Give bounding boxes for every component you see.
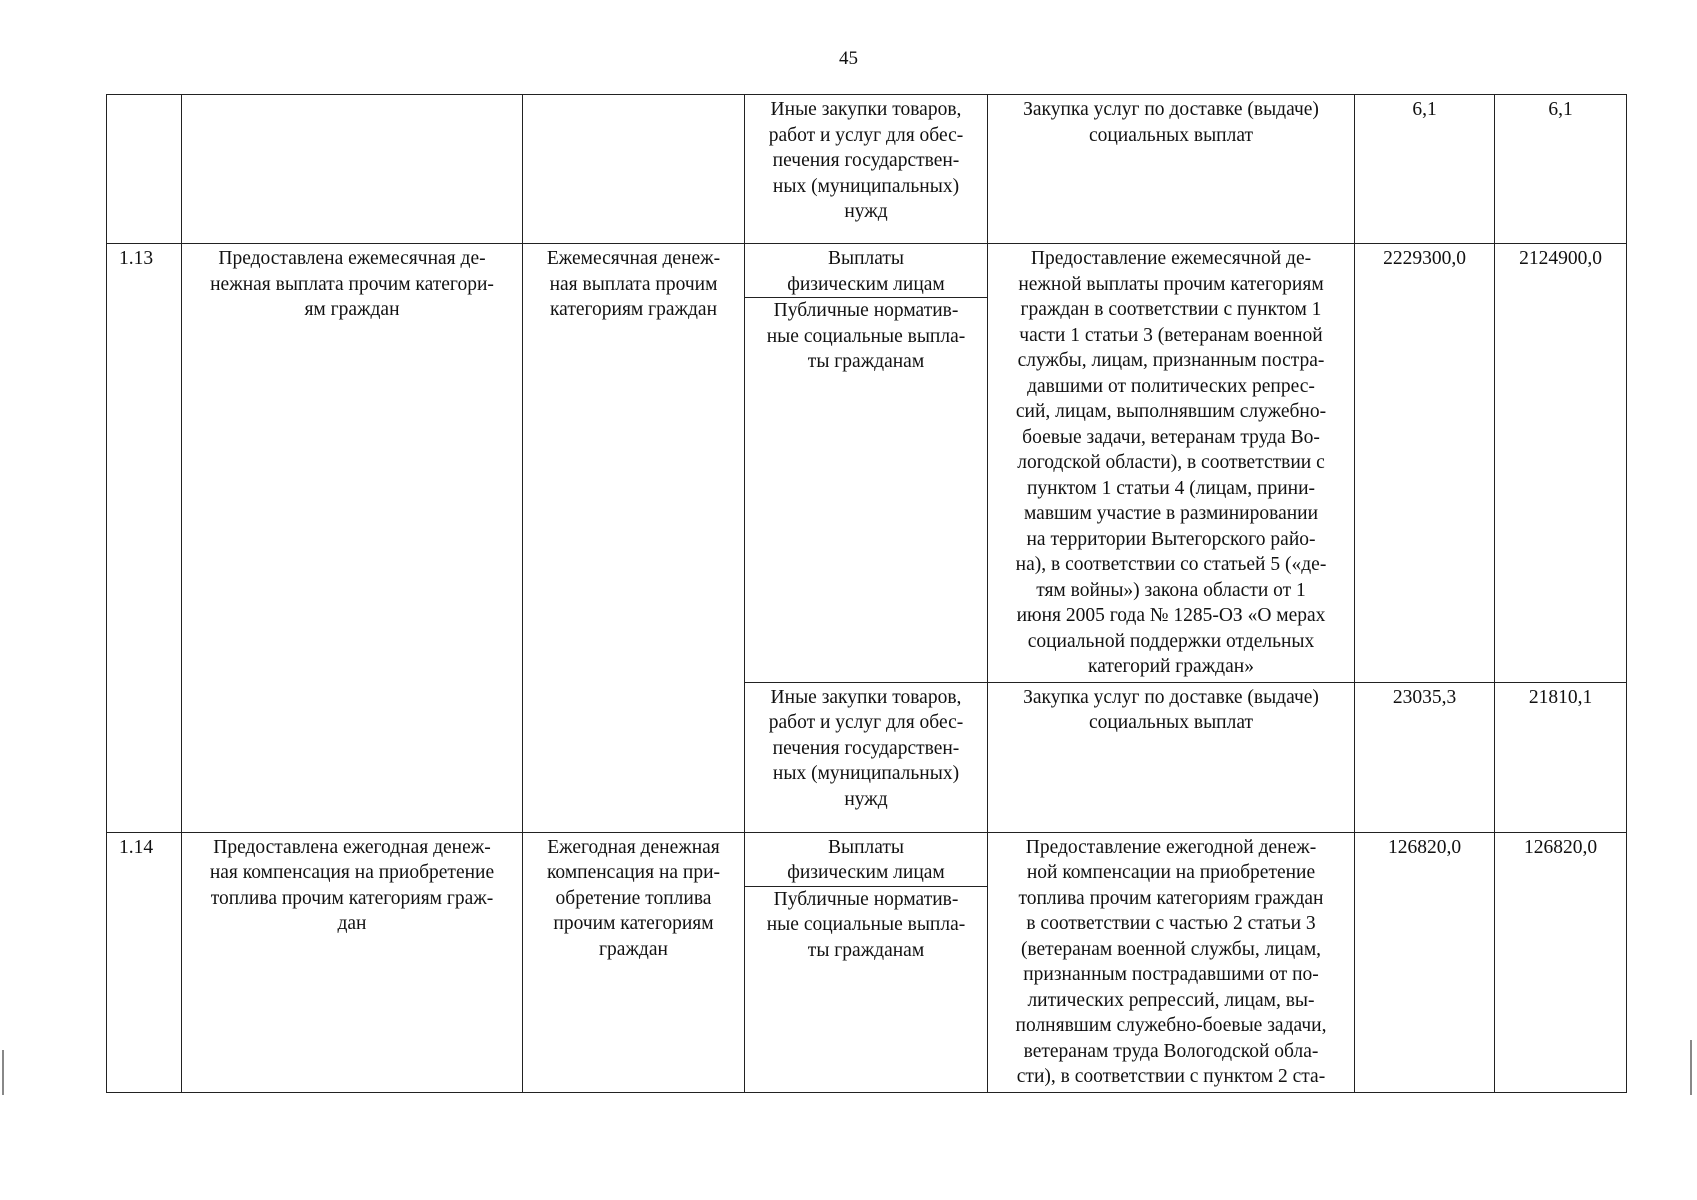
page-number: 45: [839, 48, 858, 69]
text-line: социальных выплат: [1088, 124, 1254, 146]
text-line: на территории Вытегорского райо-: [1026, 528, 1316, 550]
text-line: работ и услуг для обес-: [768, 712, 964, 733]
table-row: [107, 832, 1627, 1092]
text-line: социальной поддержки отдельных: [1027, 630, 1315, 652]
text-line: физическим лицам: [787, 862, 945, 883]
value-cell-1: 2229300,0: [1355, 244, 1495, 683]
text-line: ты гражданам: [807, 351, 925, 372]
text-line: Ежемесячная денеж-: [546, 248, 721, 269]
text-line: нежная выплата прочим категори-: [210, 273, 494, 295]
text-line: нужд: [844, 201, 888, 222]
expense-subgroup: [751, 887, 981, 964]
text-line: Закупка услуг по доставке (выдаче): [1023, 686, 1319, 708]
event-cell: [523, 95, 745, 244]
text-line: на), в соответствии со статьей 5 («де-: [1015, 554, 1327, 575]
expense-type-cell: [745, 832, 988, 1092]
purpose-cell: [988, 95, 1355, 244]
purpose-cell: [988, 832, 1355, 1092]
text-line: социальных выплат: [1088, 712, 1254, 733]
value-cell-2: 21810,1: [1495, 682, 1627, 832]
text-line: литических репрессий, лицам, вы-: [1027, 989, 1315, 1011]
text-line: прочим категориям: [553, 913, 714, 934]
value-cell-1: 6,1: [1355, 95, 1495, 244]
text-line: части 1 статьи 3 (ветеранам военной: [1019, 324, 1323, 346]
text-line: июня 2005 года № 1285-ОЗ «О мерах: [1016, 605, 1326, 626]
text-line: физическим лицам: [787, 273, 945, 295]
text-line: компенсация на при-: [546, 862, 721, 883]
expense-group: [745, 246, 987, 298]
text-line: логодской области), в соответствии с: [1017, 452, 1325, 473]
text-line: Публичные норматив-: [773, 300, 959, 321]
text-line: Иные закупки товаров,: [770, 99, 962, 120]
result-cell: [182, 244, 523, 833]
table-row: [107, 95, 1627, 244]
budget-table: [106, 94, 1627, 1093]
scan-edge-mark-left: [2, 1050, 4, 1095]
text-line: ты гражданам: [807, 939, 925, 961]
row-number-cell: 1.13: [107, 244, 182, 833]
text-line: ная компенсация на приобретение: [209, 862, 495, 883]
text-line: нужд: [844, 788, 888, 810]
text-line: ветеранам труда Вологодской обла-: [1023, 1040, 1319, 1062]
expense-group: [745, 835, 987, 887]
text-line: сти), в соответствии с пунктом 2 ста-: [1016, 1066, 1326, 1087]
text-line: Предоставлена ежегодная денеж-: [213, 836, 491, 858]
text-line: печения государствен-: [772, 150, 960, 171]
text-line: Предоставление ежемесячной де-: [1030, 248, 1312, 269]
expense-subgroup: [751, 298, 981, 375]
text-line: (ветеранам военной службы, лицам,: [1020, 938, 1322, 960]
text-line: мавшим участие в разминировании: [1023, 503, 1319, 524]
text-line: ных (муниципальных): [772, 763, 960, 784]
expense-type-cell: [745, 244, 988, 683]
text-line: признанным пострадавшими от по-: [1023, 964, 1319, 985]
text-line: дан: [337, 913, 367, 934]
text-line: ной компенсации на приобретение: [1026, 862, 1316, 883]
text-line: работ и услуг для обес-: [768, 124, 964, 146]
text-line: службы, лицам, признанным постра-: [1017, 350, 1325, 371]
value-cell-1: 23035,3: [1355, 682, 1495, 832]
text-line: граждан в соответствии с пунктом 1: [1020, 299, 1322, 320]
text-line: Предоставлена ежемесячная де-: [218, 248, 486, 269]
scan-edge-mark-right: [1690, 1040, 1692, 1095]
text-line: в соответствии с частью 2 статьи 3: [1026, 913, 1316, 934]
row-number-cell: [107, 95, 182, 244]
text-line: Выплаты: [827, 248, 905, 269]
text-line: нежной выплаты прочим категориям: [1018, 273, 1324, 295]
text-line: сий, лицам, выполнявшим служебно-: [1015, 401, 1327, 422]
text-line: печения государствен-: [772, 737, 960, 759]
text-line: тям войны») закона области от 1: [1036, 579, 1306, 601]
text-line: Предоставление ежегодной денеж-: [1025, 836, 1317, 858]
text-line: топлива прочим категориям граж-: [210, 887, 494, 909]
text-line: Публичные норматив-: [773, 888, 959, 910]
text-line: Ежегодная денежная: [547, 836, 720, 858]
row-number-cell: 1.14: [107, 832, 182, 1092]
text-line: полнявшим служебно-боевые задачи,: [1015, 1015, 1327, 1036]
text-line: ная выплата прочим: [549, 273, 718, 295]
text-line: ные социальные выпла-: [766, 325, 966, 347]
purpose-cell: [988, 244, 1355, 683]
text-line: ных (муниципальных): [772, 175, 960, 197]
value-cell-1: 126820,0: [1355, 832, 1495, 1092]
value-cell-2: 126820,0: [1495, 832, 1627, 1092]
result-cell: [182, 95, 523, 244]
text-line: категориям граждан: [549, 299, 718, 320]
text-line: обретение топлива: [555, 887, 712, 909]
event-cell: [523, 244, 745, 833]
text-line: граждан: [599, 938, 668, 960]
text-line: топлива прочим категориям граждан: [1018, 887, 1324, 909]
text-line: боевые задачи, ветеранам труда Во-: [1022, 426, 1320, 448]
event-cell: [523, 832, 745, 1092]
text-line: Выплаты: [827, 836, 905, 858]
text-line: ям граждан: [304, 299, 400, 320]
text-line: категорий граждан»: [1088, 656, 1254, 677]
expense-type-cell: [745, 682, 988, 832]
value-cell-2: 2124900,0: [1495, 244, 1627, 683]
text-line: Иные закупки товаров,: [770, 686, 962, 708]
text-line: давшими от политических репрес-: [1027, 375, 1315, 397]
purpose-cell: [988, 682, 1355, 832]
text-line: пунктом 1 статьи 4 (лицам, прини-: [1026, 477, 1316, 499]
value-cell-2: 6,1: [1495, 95, 1627, 244]
expense-type-cell: [745, 95, 988, 244]
result-cell: [182, 832, 523, 1092]
text-line: Закупка услуг по доставке (выдаче): [1023, 99, 1319, 120]
table-row: [107, 244, 1627, 683]
text-line: ные социальные выпла-: [766, 914, 966, 935]
